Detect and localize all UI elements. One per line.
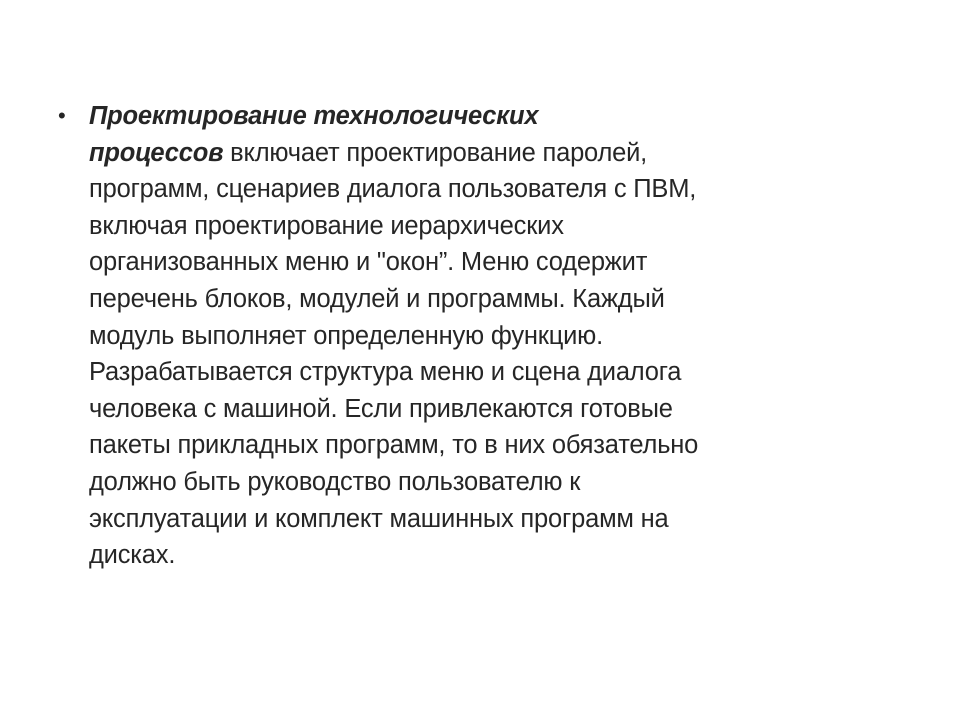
- bullet-item: [58, 98, 858, 574]
- line-text: включает проектирование паролей,: [223, 138, 648, 167]
- text-line: [89, 501, 858, 538]
- emphasized-term: процессов: [89, 138, 224, 167]
- line-text: Разрабатывается структура меню и сцена диалога: [89, 358, 682, 387]
- line-text: программ, сценариев диалога пользователя с ПВМ,: [89, 175, 697, 204]
- text-line: [89, 135, 858, 172]
- line-text: включая проектирование иерархических: [89, 211, 564, 240]
- bullet-icon: •: [58, 103, 66, 128]
- text-line: [89, 244, 858, 281]
- text-line: [89, 354, 858, 391]
- text-line: [89, 171, 858, 208]
- line-text: должно быть руководство пользователю к: [89, 467, 581, 496]
- line-text: перечень блоков, модулей и программы. Каждый: [89, 284, 665, 313]
- bullet-text: [89, 98, 858, 574]
- line-text: эксплуатации и комплект машинных программ на: [89, 504, 669, 533]
- emphasized-term: Проектирование технологических: [89, 102, 539, 130]
- text-line: [89, 391, 858, 428]
- line-text: пакеты прикладных программ, то в них обязательно: [89, 431, 699, 460]
- text-line: [89, 537, 858, 574]
- text-line: [89, 208, 858, 245]
- text-line: [89, 318, 858, 355]
- text-line: [89, 98, 858, 135]
- line-text: дисках.: [89, 541, 176, 570]
- text-line: [89, 427, 858, 464]
- line-text: модуль выполняет определенную функцию.: [89, 321, 603, 350]
- line-text: организованных меню и "окон”. Меню содержит: [89, 248, 648, 277]
- text-line: [89, 281, 858, 318]
- text-line: [89, 464, 858, 501]
- line-text: человека с машиной. Если привлекаются готовые: [89, 394, 673, 423]
